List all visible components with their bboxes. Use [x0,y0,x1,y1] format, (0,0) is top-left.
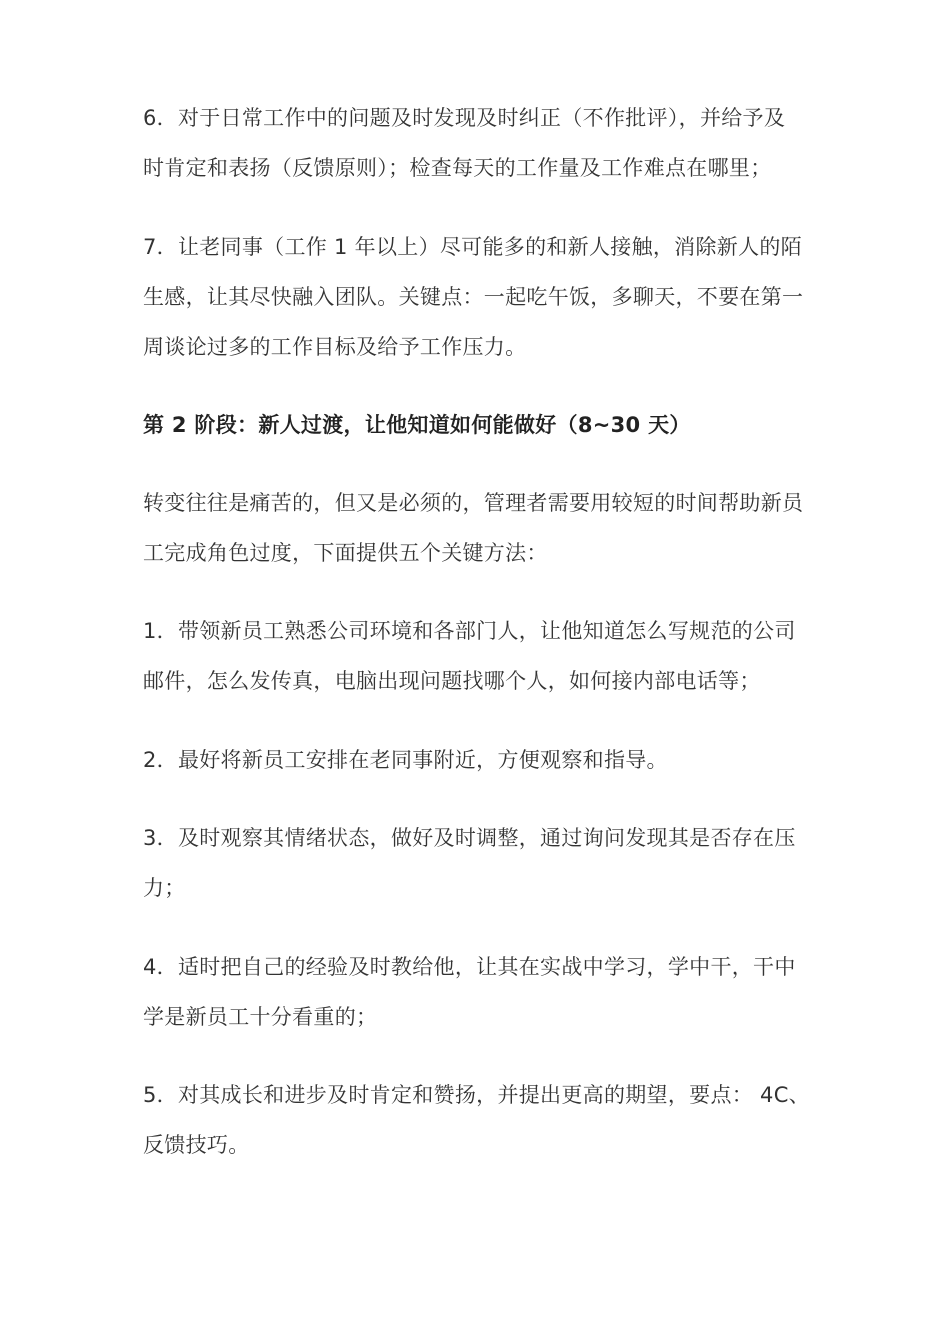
text-line: 7．让老同事（工作 1 年以上）尽可能多的和新人接触，消除新人的陌 [143,235,802,259]
text-line: 邮件，怎么发传真，电脑出现问题找哪个人，如何接内部电话等； [143,669,761,693]
method-item-5 [143,1070,823,1170]
text-line: 1．带领新员工熟悉公司环境和各部门人，让他知道怎么写规范的公司 [143,619,796,643]
section-heading-stage-2 [143,400,823,450]
text-line: 3．及时观察其情绪状态，做好及时调整，通过询问发现其是否存在压 [143,826,796,850]
list-item-6 [143,93,823,193]
intro-paragraph [143,478,823,578]
list-item-7 [143,222,823,372]
heading-text: 第 2 阶段：新人过渡，让他知道如何能做好（8~30 天） [143,413,691,437]
method-item-1 [143,606,823,706]
text-line: 4．适时把自己的经验及时教给他，让其在实战中学习，学中干，干中 [143,955,796,979]
method-item-4 [143,942,823,1042]
text-line: 时肯定和表扬（反馈原则）；检查每天的工作量及工作难点在哪里； [143,156,772,180]
method-item-3 [143,813,823,913]
method-item-2 [143,735,823,785]
text-line: 学是新员工十分看重的； [143,1005,378,1029]
text-line: 反馈技巧。 [143,1133,250,1157]
text-line: 5．对其成长和进步及时肯定和赞扬，并提出更高的期望，要点： 4C、 [143,1083,810,1107]
text-line: 周谈论过多的工作目标及给予工作压力。 [143,335,527,359]
text-line: 6．对于日常工作中的问题及时发现及时纠正（不作批评），并给予及 [143,106,786,130]
text-line: 2．最好将新员工安排在老同事附近，方便观察和指导。 [143,748,668,772]
text-line: 生感，让其尽快融入团队。关键点：一起吃午饭，多聊天，不要在第一 [143,285,804,309]
text-line: 转变往往是痛苦的，但又是必须的，管理者需要用较短的时间帮助新员 [143,491,804,515]
text-line: 工完成角色过度，下面提供五个关键方法： [143,541,548,565]
text-line: 力； [143,876,186,900]
